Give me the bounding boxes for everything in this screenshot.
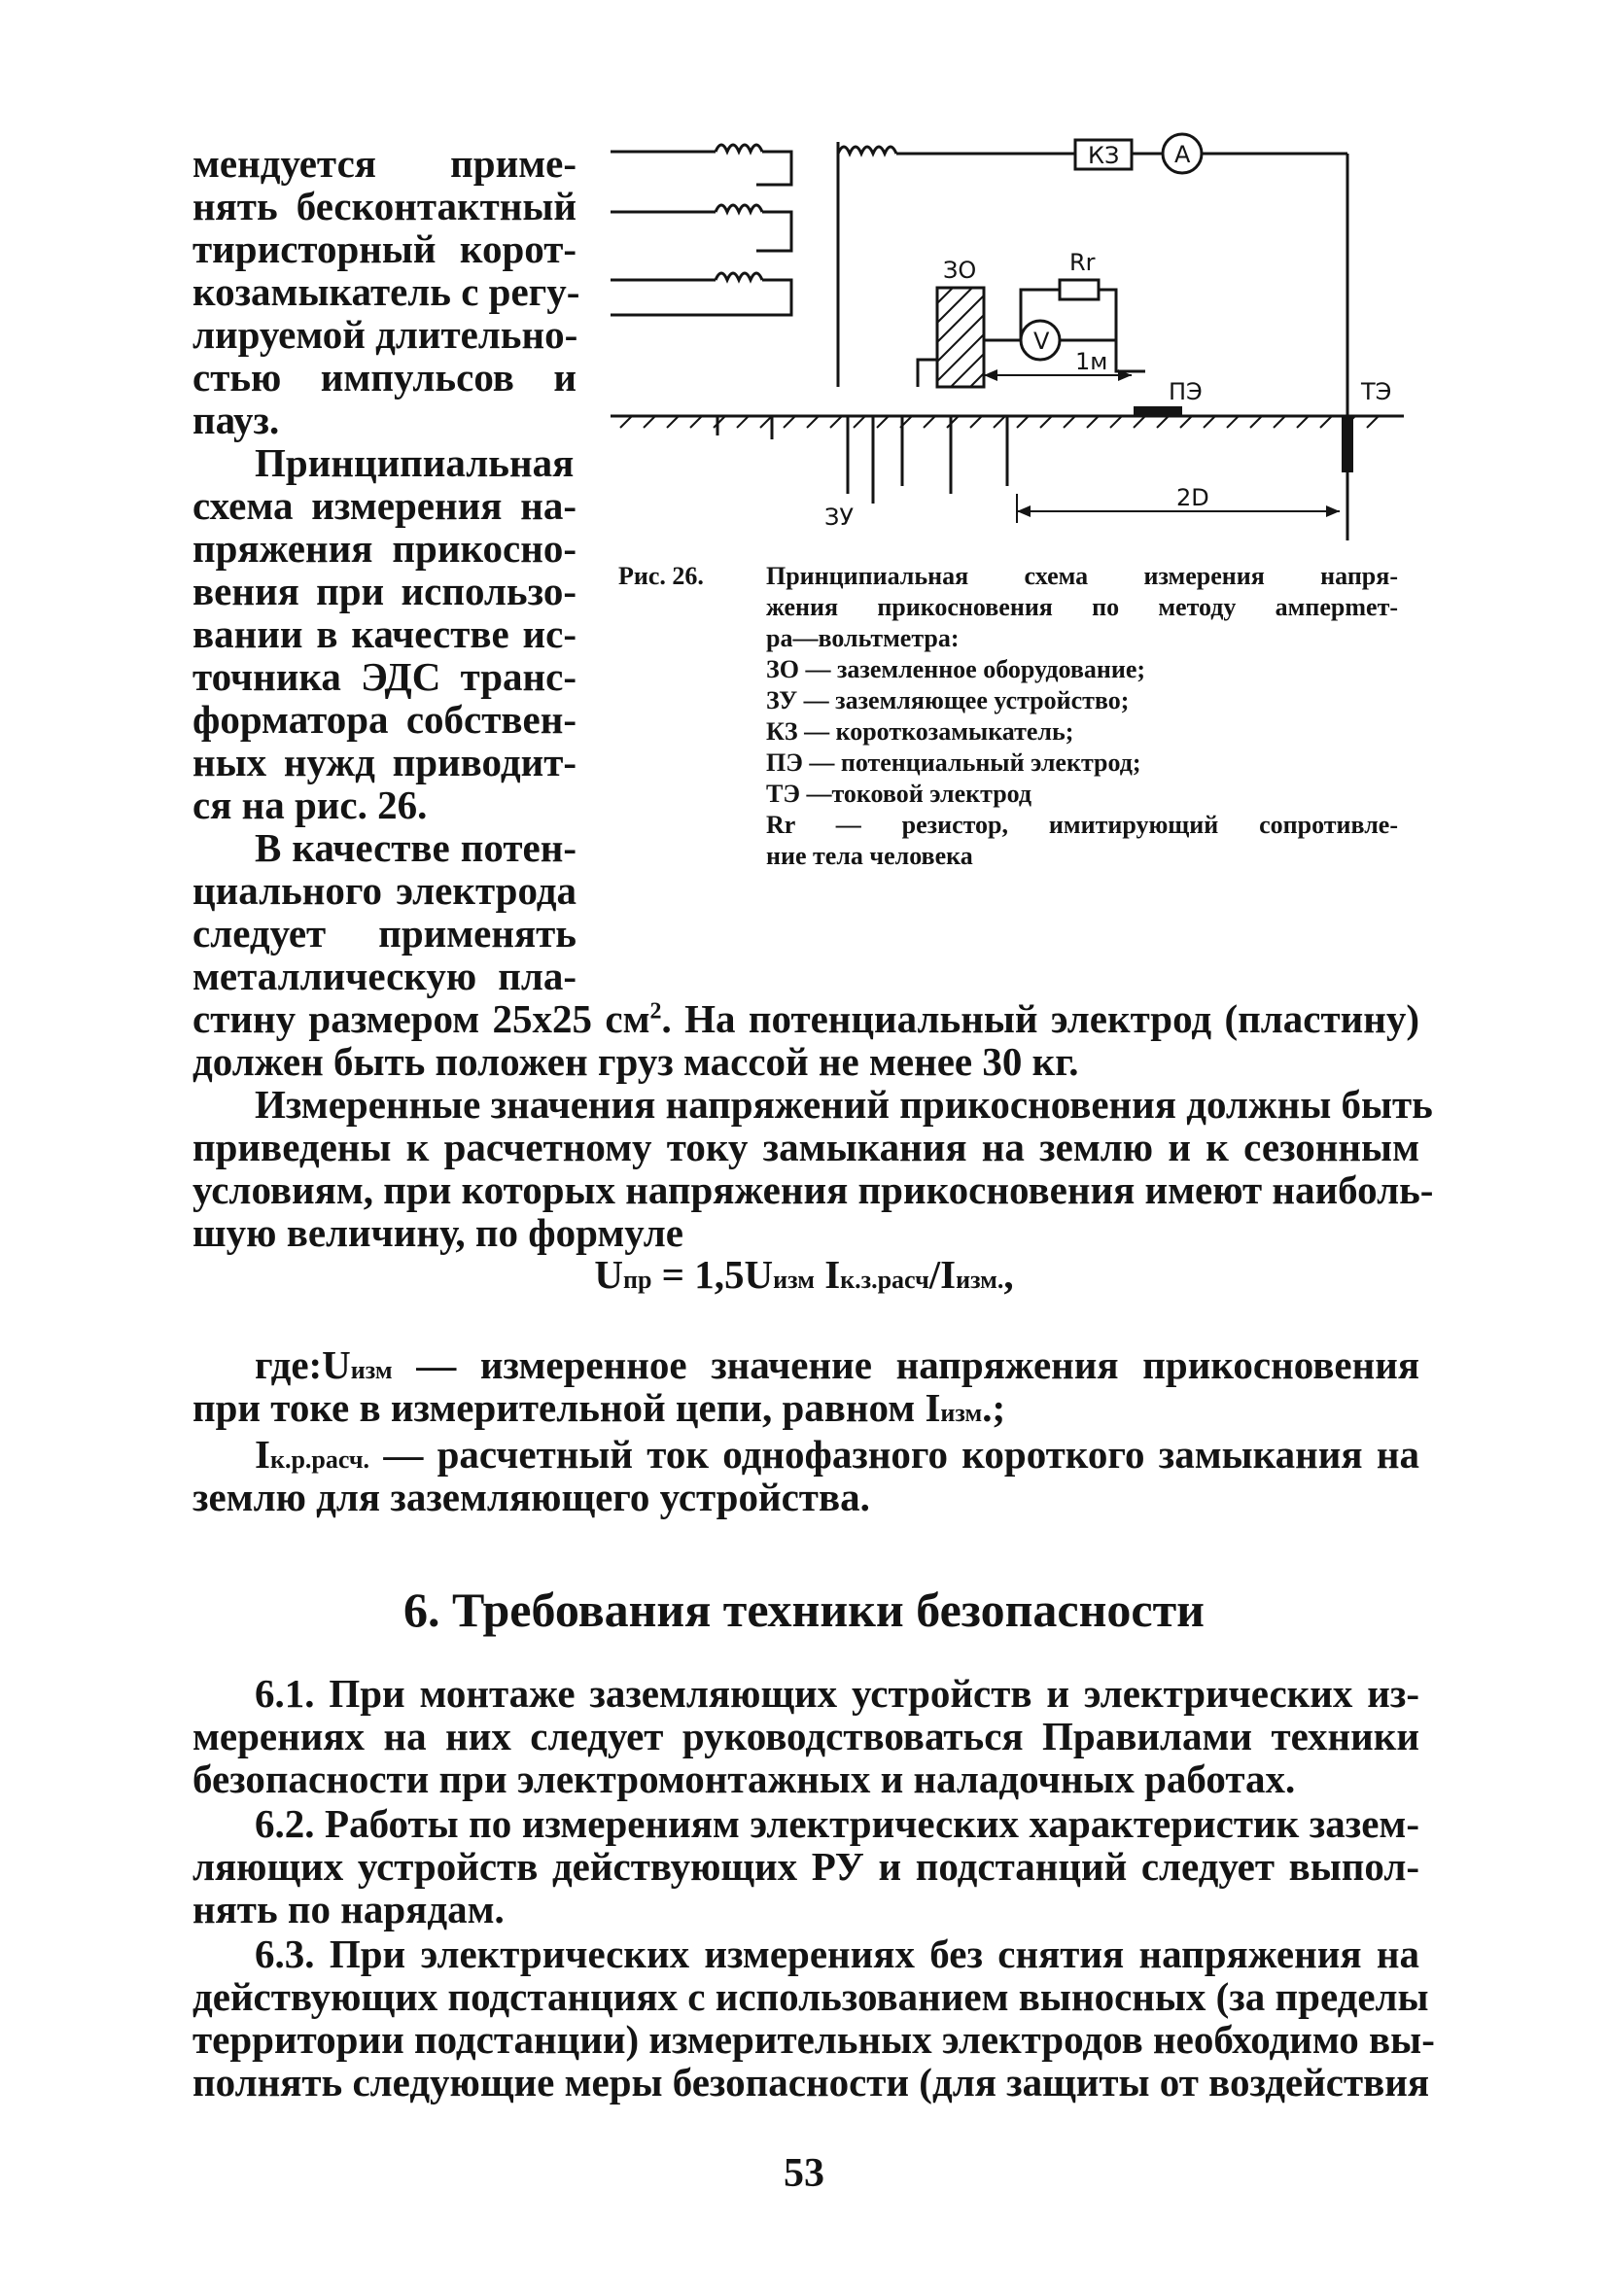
left-line: В качестве потен- [255,825,577,870]
figure-caption-line: ЗО — заземленное оборудование; [766,655,1146,683]
label-2d: 2D [1176,484,1209,511]
section-line: безопасности при электромонтажных и наладочных работах. [192,1757,1296,1801]
section-line: ляющих устройств действующих РУ и подстанций следует выпол- [192,1844,1419,1889]
left-line: вения при использо- [192,569,577,613]
current-electrode-rod [1342,416,1353,472]
left-line: тиристорный корот- [192,226,577,271]
figure-caption-line: жения прикосновения по методу амперmет- [766,593,1398,621]
left-line: пауз. [192,398,280,442]
section-heading: 6. Требования техники безопасности [403,1583,1205,1637]
paragraph-line: условиям, при которых напряжения прикосновения имеют наиболь- [192,1167,1434,1212]
figure-caption-line: Rr — резистор, имитирующий сопротивле- [766,811,1398,839]
label-zu: ЗУ [824,504,855,531]
left-line: мендуется приме- [192,141,577,186]
label-voltmeter: V [1033,328,1050,355]
left-line: следует применять [192,911,577,956]
paragraph-line: стину размером 25х25 $см^2$. На потенциальный электрод (пластину) [192,996,1419,1041]
left-line: козамыкатель с регу- [192,269,580,314]
left-line: вании в качестве ис- [192,611,577,656]
label-kz: КЗ [1088,142,1120,169]
figure-caption-line: ние тела человека [766,842,973,870]
left-line: ных нужд приводит- [192,740,577,784]
section-line: территории подстанции) измерительных электродов необходимо вы- [192,2017,1435,2062]
figure-caption-line: ра—вольтметра: [766,624,960,652]
left-line: циального электрода [192,868,577,913]
label-pe: ПЭ [1169,378,1203,405]
section-line: 6.3. При электрических измерениях без снятия напряжения на [255,1931,1419,1976]
section-line: действующих подстанциях с использованием выносных (за пределы [192,1974,1429,2019]
label-te: ТЭ [1361,378,1392,405]
figure-caption-line: КЗ — короткозамыкатель; [766,717,1074,746]
left-line: Принципиальная [255,440,575,485]
where-line: где:Uизм — измеренное значение напряжения прикосновения [255,1342,1419,1387]
left-line: стью импульсов и [192,355,577,400]
section-line: мерениях на них следует руководствоваться Правилами техники [192,1714,1419,1758]
left-line: нять бесконтактный [192,184,577,228]
page-number: 53 [784,2151,824,2196]
figure-26-diagram [601,124,1404,548]
left-line: форматора собствен- [192,697,577,742]
section-line: 6.2. Работы по измерениям электрических характеристик зазем- [255,1801,1419,1846]
figure-caption-line: ЗУ — заземляющее устройство; [766,686,1130,714]
left-line: точника ЭДС транс- [192,654,577,699]
left-line: ся на рис. 26. [192,783,428,827]
left-line: схема измерения на- [192,483,577,528]
figure-caption-line: ТЭ —токовой электрод [766,780,1032,808]
paragraph-line: должен быть положен груз массой не менее 30 кг. [192,1039,1079,1084]
section-line: 6.1. При монтаже заземляющих устройств и электрических из- [255,1671,1419,1716]
where-line: при токе в измерительной цепи, равном Iизм.; [192,1385,1006,1430]
potential-electrode-plate [1134,406,1182,416]
paragraph-line: шую величину, по формуле [192,1210,683,1255]
where-line: землю для заземляющего устройства. [192,1475,870,1519]
paragraph-line: Измеренные значения напряжений прикосновения должны быть [255,1082,1433,1127]
left-line: металлическую пла- [192,954,577,998]
paragraph-line: приведены к расчетному току замыкания на землю и к сезонным [192,1125,1419,1169]
label-rr: Rr [1069,249,1096,276]
left-line: пряжения прикосно- [192,526,577,571]
label-ammeter: A [1174,141,1191,168]
figure-caption-line: Принципиальная схема измерения напря- [766,562,1398,590]
label-zo: ЗО [943,257,977,284]
label-1m: 1м [1075,348,1108,375]
left-line: лируемой длительно- [192,312,578,357]
section-line: полнять следующие меры безопасности (для защиты от воздействия [192,2060,1430,2105]
figure-caption-number: Рис. 26. [618,562,704,590]
where-line: Iк.р.расч. — расчетный ток однофазного короткого замыкания на [255,1432,1419,1477]
formula: Uпр = 1,5Uизм Iк.з.расч/Iизм., [594,1252,1014,1297]
figure-caption-line: ПЭ — потенциальный электрод; [766,748,1141,777]
section-line: нять по нарядам. [192,1887,505,1931]
